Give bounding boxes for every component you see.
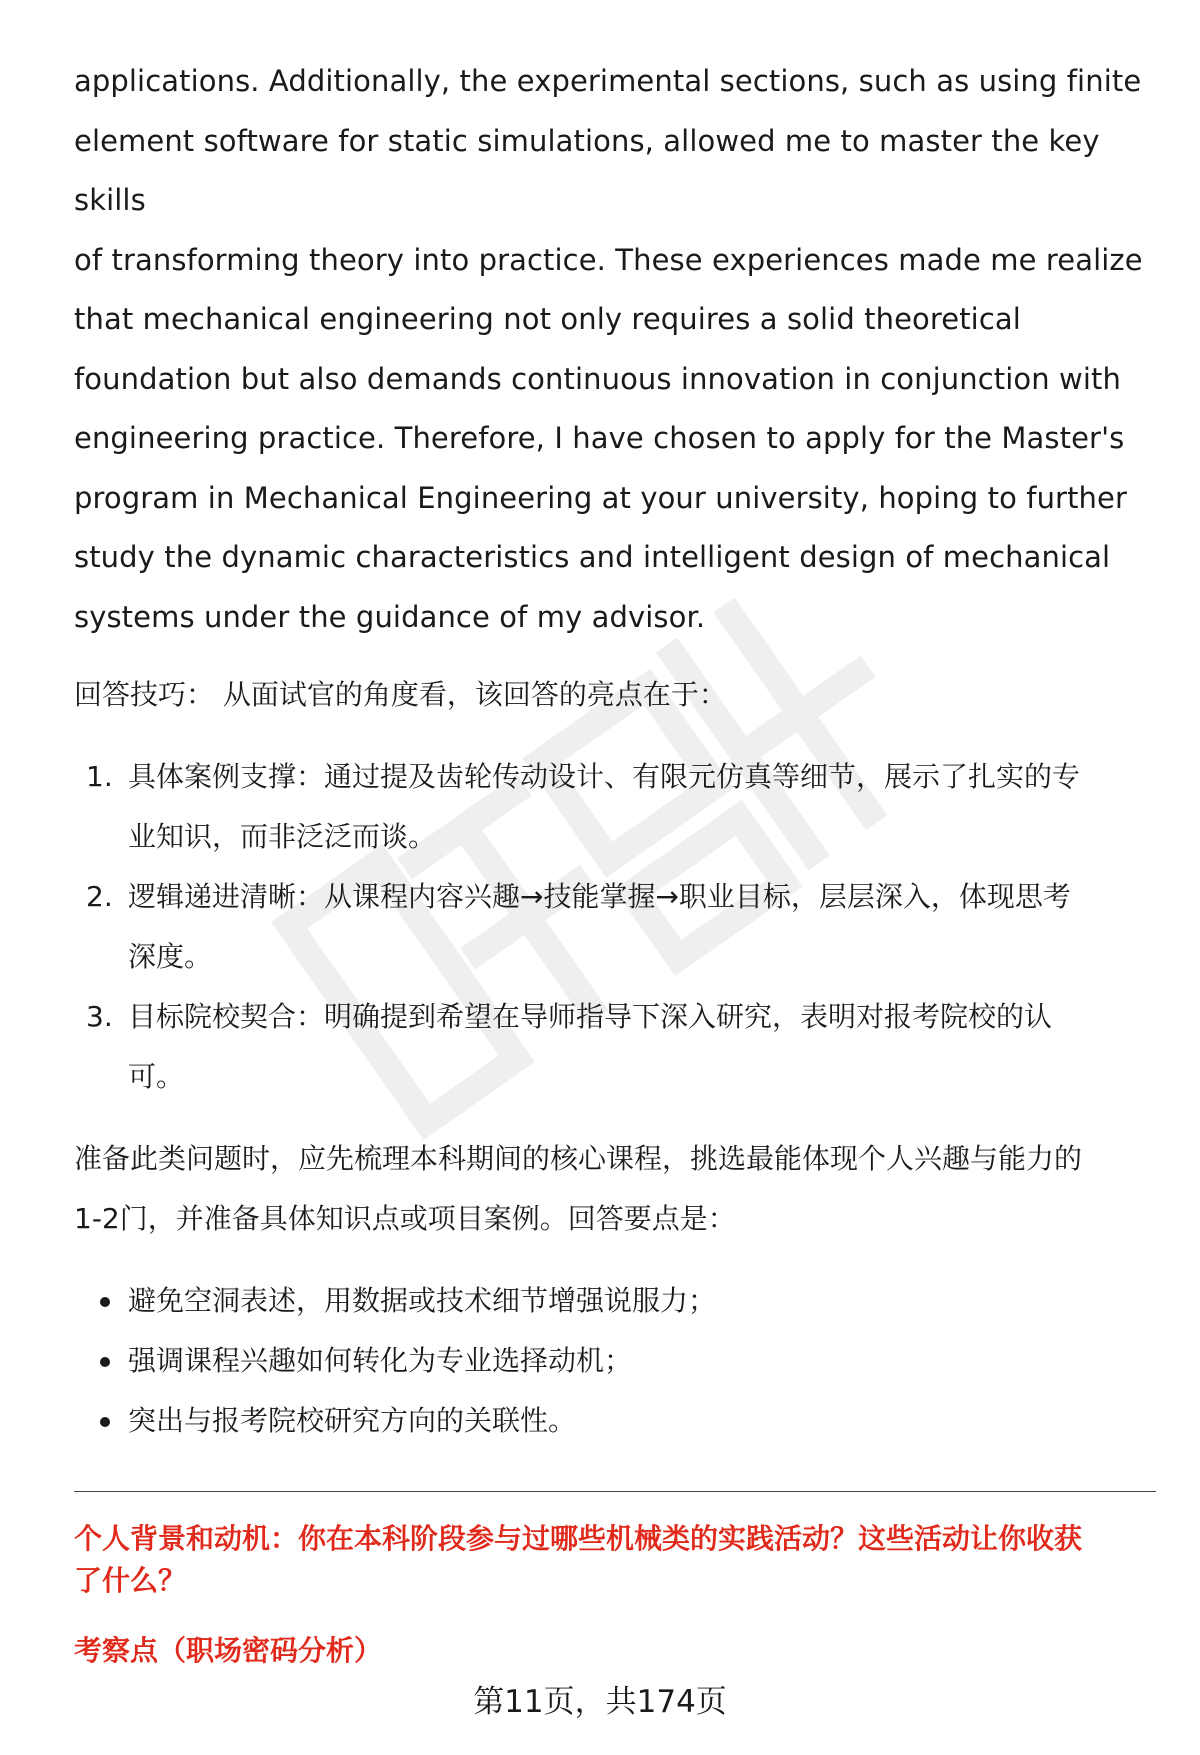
prep-paragraph	[74, 1129, 1154, 1249]
intro-line: foundation but also demands continuous innovation in conjunction with	[74, 361, 1121, 396]
list-item-line: 逻辑递进清晰：从课程内容兴趣→技能掌握→职业目标，层层深入，体现思考	[128, 880, 1071, 913]
intro-line: that mechanical engineering not only requires a solid theoretical	[74, 302, 1021, 336]
list-item-line: 深度。	[128, 940, 213, 973]
intro-line: systems under the guidance of my advisor.	[74, 599, 706, 634]
bullet-item	[74, 1391, 1154, 1451]
tip-heading: 回答技巧： 从面试官的角度看，该回答的亮点在于：	[74, 678, 727, 711]
intro-line: study the dynamic characteristics and intelligent design of mechanical	[74, 540, 1111, 574]
question-heading	[74, 1518, 1154, 1602]
intro-line: engineering practice. Therefore, I have chosen to apply for the Master's	[74, 421, 1125, 455]
bullet-text: 突出与报考院校研究方向的关联性。	[128, 1404, 577, 1437]
intro-line: program in Mechanical Engineering at your university, hoping to further	[74, 480, 1127, 515]
list-number: 2.	[86, 880, 113, 913]
intro-line: element software for static simulations, allowed me to master the key skills	[74, 123, 1100, 217]
list-number: 3.	[86, 1000, 113, 1033]
list-item	[74, 987, 1154, 1107]
list-item-line: 目标院校契合：明确提到希望在导师指导下深入研究，表明对报考院校的认	[128, 1000, 1053, 1033]
list-number: 1.	[86, 760, 113, 793]
bullet-text: 强调课程兴趣如何转化为专业选择动机；	[128, 1344, 633, 1377]
intro-line: applications. Additionally, the experimental sections, such as using finite	[74, 64, 1142, 98]
list-item	[74, 867, 1154, 987]
highlights-list	[74, 747, 1154, 1107]
bullet-dot-icon	[100, 1357, 110, 1367]
list-item-line: 可。	[128, 1060, 185, 1093]
section-label: 考察点（职场密码分析）	[74, 1634, 383, 1667]
list-item-line: 具体案例支撑：通过提及齿轮传动设计、有限元仿真等细节，展示了扎实的专	[128, 760, 1081, 793]
question-line: 了什么？	[74, 1564, 187, 1597]
question-line: 个人背景和动机：你在本科阶段参与过哪些机械类的实践活动？这些活动让你收获	[74, 1522, 1083, 1555]
prep-line: 准备此类问题时，应先梳理本科期间的核心课程，挑选最能体现个人兴趣与能力的	[74, 1142, 1083, 1175]
prep-line: 1-2门，并准备具体知识点或项目案例。回答要点是：	[74, 1202, 736, 1235]
bullet-text: 避免空洞表述，用数据或技术细节增强说服力；	[128, 1284, 717, 1317]
list-item-line: 业知识，而非泛泛而谈。	[128, 820, 437, 853]
document-page	[74, 52, 1154, 1672]
key-points-list	[74, 1271, 1154, 1451]
bullet-item	[74, 1331, 1154, 1391]
bullet-dot-icon	[100, 1417, 110, 1427]
bullet-dot-icon	[100, 1297, 110, 1307]
section-divider	[74, 1491, 1156, 1492]
list-item	[74, 747, 1154, 867]
page-number: 第11页，共174页	[473, 1684, 727, 1720]
intro-paragraph	[74, 52, 1154, 647]
intro-line: of transforming theory into practice. These experiences made me realize	[74, 242, 1143, 277]
bullet-item	[74, 1271, 1154, 1331]
